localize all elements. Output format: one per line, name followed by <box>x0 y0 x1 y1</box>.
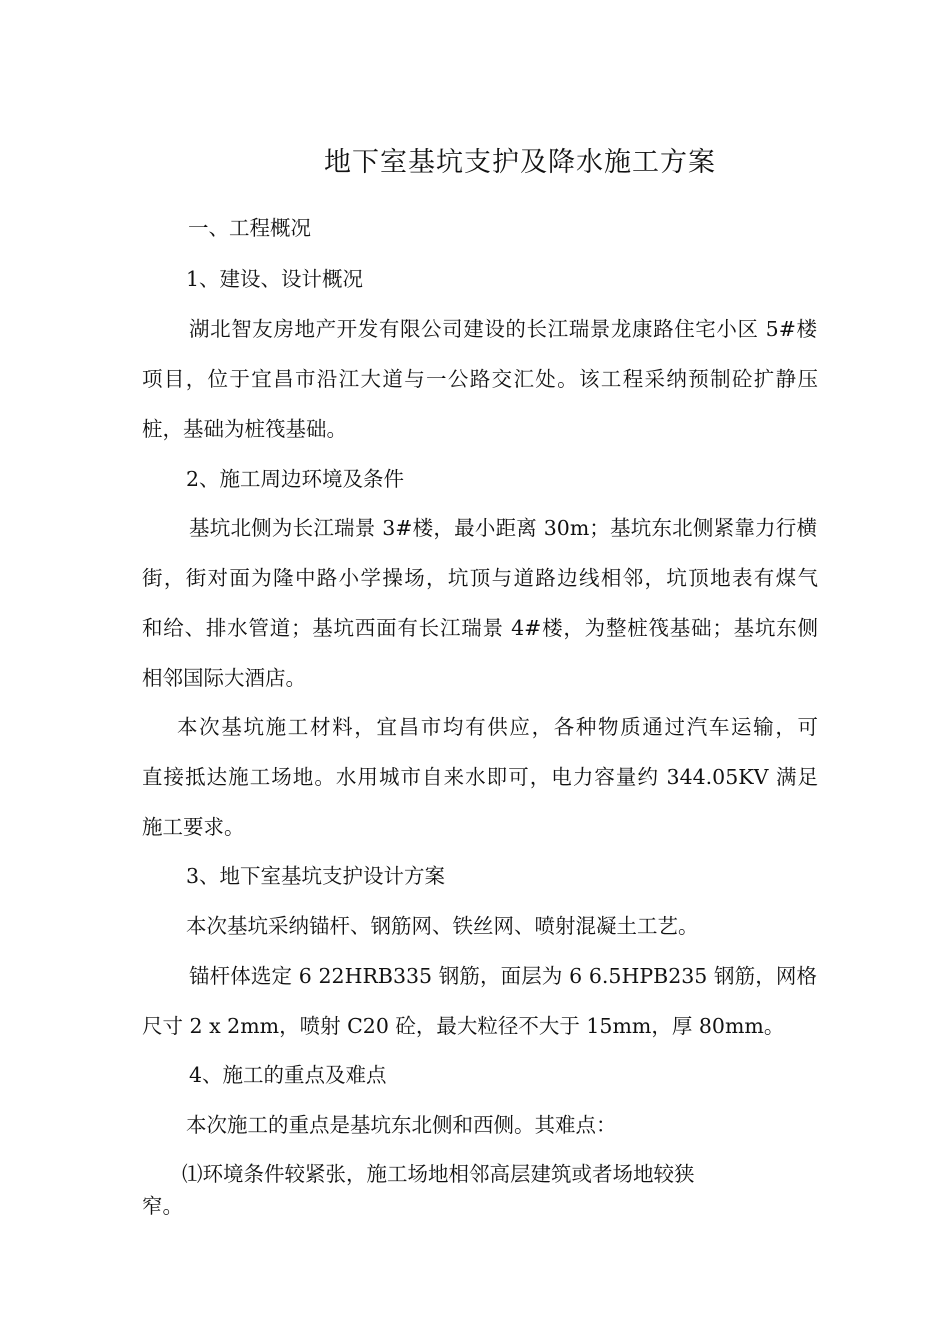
paragraph-line <box>142 564 818 592</box>
paragraph-text: 项目，位于宜昌市沿江大道与一公路交汇处。该工程采纳预制砼扩静压 <box>142 367 818 391</box>
paragraph-text: 街，街对面为隆中路小学操场，坑顶与道路边线相邻，坑顶地表有煤气 <box>142 566 818 590</box>
paragraph-text: 和给、排水管道；基坑西面有长江瑞景 4#楼，为整桩筏基础；基坑东侧 <box>142 616 818 640</box>
paragraph-line: 尺寸 2 x 2mm，喷射 C20 砼，最大粒径不大于 15mm，厚 80mm。 <box>142 1014 785 1038</box>
paragraph-line: 本次基坑采纳锚杆、钢筋网、铁丝网、喷射混凝土工艺。 <box>186 914 699 938</box>
subsection-heading: 2、施工周边环境及条件 <box>186 467 405 491</box>
paragraph-line <box>189 514 817 542</box>
paragraph-line: 桩，基础为桩筏基础。 <box>142 417 347 441</box>
paragraph-line <box>189 962 817 990</box>
paragraph-line: 施工要求。 <box>142 815 245 839</box>
document-title: 地下室基坑支护及降水施工方案 <box>324 147 716 178</box>
paragraph-text: 基坑北侧为长江瑞景 3#楼，最小距离 30m；基坑东北侧紧靠力行横 <box>189 516 817 540</box>
subsection-heading: 1、建设、设计概况 <box>186 267 364 291</box>
paragraph-line <box>142 365 818 393</box>
paragraph-text: 直接抵达施工场地。水用城市自来水即可，电力容量约 344.05KV 满足 <box>142 765 818 789</box>
paragraph-line: 相邻国际大酒店。 <box>142 666 306 690</box>
paragraph-text: 湖北智友房地产开发有限公司建设的长江瑞景龙康路住宅小区 5#楼 <box>189 317 817 341</box>
paragraph-line <box>142 614 818 642</box>
subsection-heading: 3、地下室基坑支护设计方案 <box>186 864 446 888</box>
paragraph-line <box>189 315 817 343</box>
paragraph-text: 锚杆体选定 6 22HRB335 钢筋，面层为 6 6.5HPB235 钢筋，网格 <box>189 964 817 988</box>
paragraph-text: 本次基坑施工材料，宜昌市均有供应，各种物质通过汽车运输，可 <box>177 715 818 739</box>
list-item-line: ⑴环境条件较紧张，施工场地相邻高层建筑或者场地较狭 <box>182 1162 695 1186</box>
paragraph-line <box>142 763 818 791</box>
list-item-line: 窄。 <box>142 1194 183 1218</box>
paragraph-line: 本次施工的重点是基坑东北侧和西侧。其难点： <box>186 1113 617 1137</box>
paragraph-line <box>177 713 818 741</box>
section-heading: 一、工程概况 <box>188 216 311 240</box>
subsection-heading: 4、施工的重点及难点 <box>189 1063 387 1087</box>
